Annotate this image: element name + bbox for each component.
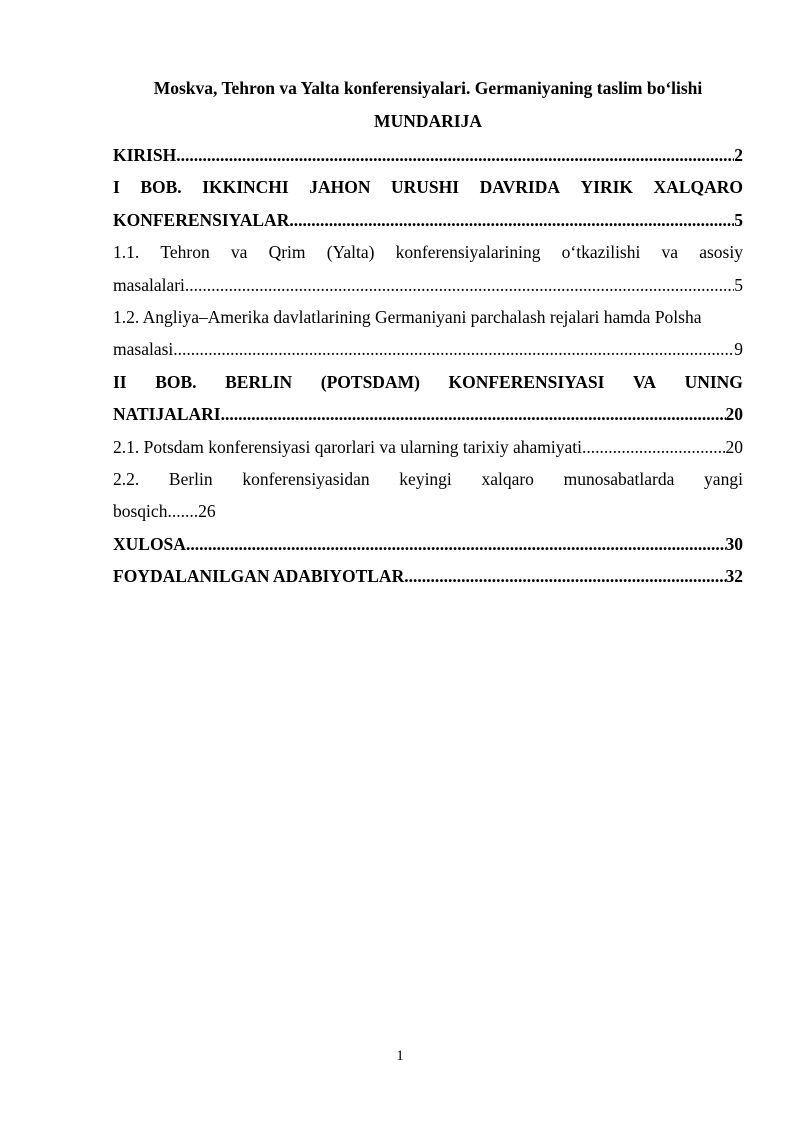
dot-leader (289, 204, 734, 236)
toc-word: konferensiyalarining (395, 242, 541, 263)
table-of-contents (113, 139, 743, 592)
toc-entry-label: NATIJALARI (113, 404, 221, 425)
toc-page-number: 20 (725, 436, 743, 457)
toc-page-number: 9 (734, 339, 743, 360)
toc-entry-bob-1[interactable] (113, 171, 743, 236)
toc-word: konferensiyasidan (242, 468, 370, 489)
toc-word: va (230, 242, 248, 263)
toc-entry-bob-2[interactable] (113, 366, 743, 431)
toc-word: BOB. (155, 371, 197, 392)
toc-word: KONFERENSIYASI (448, 371, 605, 392)
toc-word: IKKINCHI (202, 177, 289, 198)
toc-entry-section-1-1[interactable] (113, 236, 743, 301)
toc-page-number: 5 (734, 209, 743, 230)
toc-word: (Yalta) (326, 242, 375, 263)
toc-word: Berlin (168, 468, 213, 489)
toc-entry-label: KONFERENSIYALAR (113, 209, 290, 230)
toc-word: URUSHI (391, 177, 460, 198)
document-title: Moskva, Tehron va Yalta konferensiyalari. Germaniyaning taslim bo‘lishi (153, 78, 703, 98)
dot-leader (582, 431, 726, 463)
toc-word: (POTSDAM) (320, 371, 420, 392)
toc-word: keyingi (399, 468, 452, 489)
dot-leader (185, 269, 734, 301)
toc-page-number: 30 (725, 533, 743, 554)
toc-page-number: 20 (725, 404, 743, 425)
toc-word: UNING (684, 371, 743, 392)
toc-heading: MUNDARIJA (374, 111, 482, 131)
toc-word: Tehron (160, 242, 210, 263)
toc-entry-section-1-2[interactable] (113, 301, 743, 366)
toc-word: XALQARO (653, 177, 743, 198)
toc-word: JAHON (309, 177, 371, 198)
dot-leader (404, 560, 725, 592)
toc-word: DAVRIDA (479, 177, 560, 198)
toc-word: BERLIN (225, 371, 293, 392)
dot-leader (176, 139, 734, 171)
toc-word: YIRIK (580, 177, 634, 198)
toc-entry-label: XULOSA (113, 533, 186, 554)
toc-entry-label: masalasi (113, 339, 174, 360)
dot-leader (173, 333, 734, 365)
toc-entry-label: 1.2. Angliya–Amerika davlatlarining Germaniyani parchalash rejalari hamda Polsha (113, 306, 702, 327)
dot-leader (186, 528, 726, 560)
toc-entry-kirish[interactable] (113, 139, 743, 171)
toc-word: munosabatlarda (563, 468, 675, 489)
toc-word: asosiy (699, 242, 743, 263)
toc-word: yangi (704, 468, 743, 489)
toc-entry-label: 2.1. Potsdam konferensiyasi qarorlari va ularning tarixiy ahamiyati (113, 436, 582, 457)
toc-word: I (113, 177, 120, 198)
page-number: 1 (396, 1048, 404, 1064)
toc-word: VA (632, 371, 657, 392)
toc-entry-label: KIRISH (113, 145, 177, 165)
toc-word: 1.1. (113, 242, 140, 263)
toc-page-number: 32 (725, 566, 743, 587)
toc-entry-label: masalalari (113, 274, 185, 295)
toc-word: o‘tkazilishi (561, 242, 641, 263)
toc-word: II (113, 371, 127, 392)
toc-word: xalqaro (481, 468, 534, 489)
toc-word: Qrim (268, 242, 306, 263)
toc-entry-label: FOYDALANILGAN ADABIYOTLAR (113, 566, 405, 587)
toc-entry-adabiyotlar[interactable] (113, 560, 743, 592)
toc-entry-label: bosqich.......26 (113, 501, 216, 522)
dot-leader (221, 398, 726, 430)
toc-page-number: 5 (734, 274, 743, 295)
toc-entry-xulosa[interactable] (113, 528, 743, 560)
toc-word: va (661, 242, 679, 263)
toc-word: BOB. (140, 177, 182, 198)
toc-word: 2.2. (113, 468, 140, 489)
toc-entry-section-2-2[interactable] (113, 463, 743, 528)
toc-page-number: 2 (734, 145, 743, 165)
toc-entry-section-2-1[interactable] (113, 431, 743, 463)
